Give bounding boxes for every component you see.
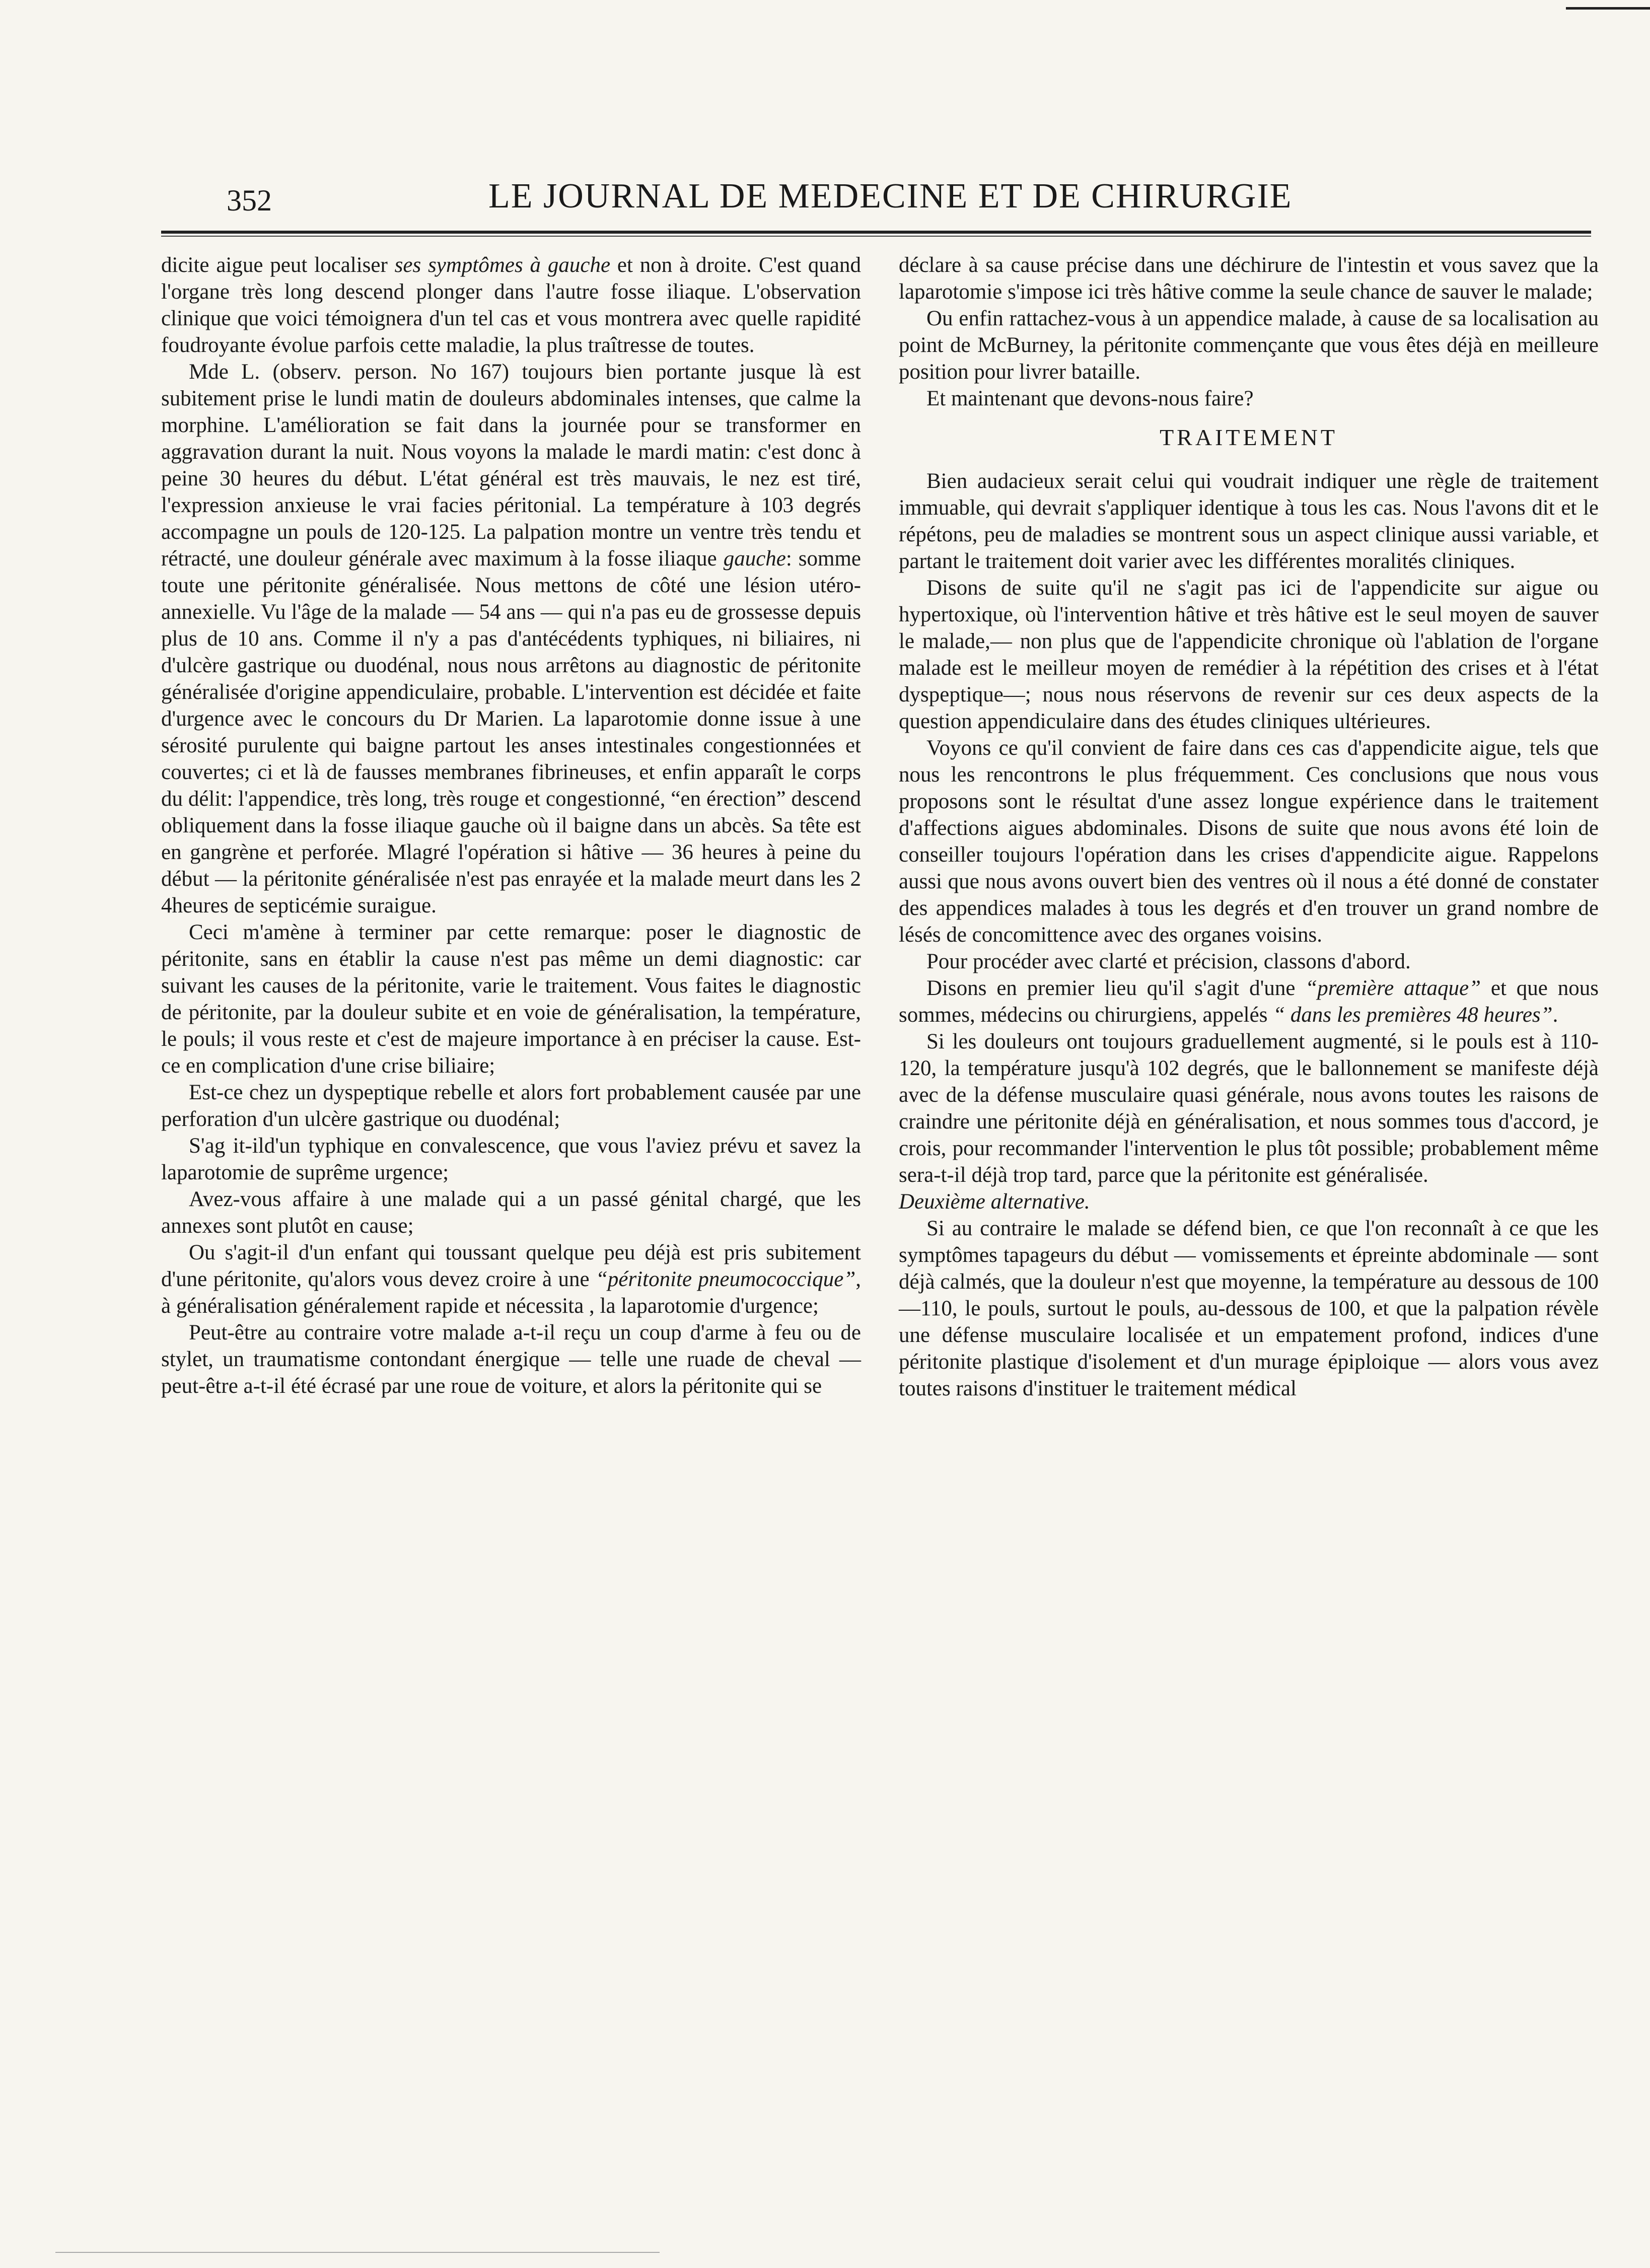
paragraph: Disons en premier lieu qu'il s'agit d'une “première attaque” et que nous sommes, médecins ou chirurgiens, appelés “ dans les premières 48 heures”. <box>899 976 1599 1027</box>
page-number: 352 <box>227 184 272 217</box>
paragraph: Disons de suite qu'il ne s'agit pas ici de l'appendicite sur aigue ou hypertoxique, où l'intervention hâtive et très hâtive est le seul moyen de sauver le malade,— non plus que de l'appendicite chronique où l'ablation de l'organe malade est le meilleur moyen de remédier à la répétition des crises et à l'état dyspeptique—; nous nous réservons de revenir sur ces deux aspects de la question appendiculaire dans des études cliniques ultérieures. <box>899 576 1599 733</box>
paragraph: Pour procéder avec clarté et précision, classons d'abord. <box>926 950 1411 973</box>
header-rule-thin <box>161 236 1591 237</box>
section-title: TRAITEMENT <box>1160 424 1338 450</box>
paragraph: Ou enfin rattachez-vous à un appendice malade, à cause de sa localisation au point de McBurney, la péritonite commençante que vous êtes déjà en meilleure position pour livrer bataille. <box>899 307 1599 384</box>
paragraph: S'ag it-ild'un typhique en convalescence, que vous l'aviez prévu et savez la laparotomie de suprême urgence; <box>161 1134 861 1184</box>
page-header <box>161 176 1591 232</box>
paragraph: Peut-être au contraire votre malade a-t-il reçu un coup d'arme à feu ou de stylet, un traumatisme contondant énergique — telle une ruade de cheval — peut-être a-t-il été écrasé par une roue de voiture, et alors la péritonite qui se <box>161 1321 861 1398</box>
subheading: Deuxième alternative. <box>899 1190 1090 1214</box>
paragraph: Si les douleurs ont toujours graduellement augmenté, si le pouls est à 110-120, la température jusqu'à 102 degrés, que le ballonnement se manifeste déjà avec de la défense musculaire quasi générale, nous avons toutes les raisons de craindre une péritonite déjà en généralisation, et nous sommes tous d'accord, je crois, pour recommander l'intervention le plus tôt possible; probablement même sera-t-il déjà trop tard, parce que la péritonite est généralisée. <box>899 1030 1599 1187</box>
bottom-rule <box>55 2252 660 2253</box>
paragraph: Et maintenant que devons-nous faire? <box>926 387 1254 410</box>
right-column <box>899 252 1599 1402</box>
paragraph: Voyons ce qu'il convient de faire dans ces cas d'appendicite aigue, tels que nous les rencontrons le plus fréquemment. Ces conclusions que nous vous proposons sont le résultat d'une assez longue expérience dans le traitement d'affections aigues abdominales. Disons de suite que nous avons été loin de conseiller toujours l'opération dans les crises d'appendicite aigue. Rappelons aussi que nous avons ouvert bien des ventres où il nous a été donné de constater des appendices malades à tous les degrés et d'en trouver un grand nombre de lésés de concomittence avec des organes voisins. <box>899 736 1599 947</box>
paragraph: Ceci m'amène à terminer par cette remarque: poser le diagnostic de péritonite, sans en établir la cause n'est pas même un demi diagnostic: car suivant les causes de la péritonite, varie le traitement. Vous faites le diagnostic de péritonite, par la douleur subite et en voie de généralisation, la température, le pouls; il vous reste et c'est de majeure importance à en préciser la cause. Est-ce en complication d'une crise biliaire; <box>161 920 861 1078</box>
left-column <box>161 252 861 1399</box>
top-rule <box>1566 7 1650 10</box>
paragraph: Est-ce chez un dyspeptique rebelle et alors fort probablement causée par une perforation d'un ulcère gastrique ou duodénal; <box>161 1081 861 1131</box>
paragraph: déclare à sa cause précise dans une déchirure de l'intestin et vous savez que la laparotomie s'impose ici très hâtive comme la seule chance de sauver le malade; <box>899 253 1599 304</box>
paragraph: Avez-vous affaire à une malade qui a un passé génital chargé, que les annexes sont plutôt en cause; <box>161 1187 861 1238</box>
running-title: LE JOURNAL DE MEDECINE ET DE CHIRURGIE <box>488 177 1293 216</box>
paragraph: Mde L. (observ. person. No 167) toujours bien portante jusque là est subitement prise le lundi matin de douleurs abdominales intenses, que calme la morphine. L'amélioration se fait dans la journée pour se transformer en aggravation durant la nuit. Nous voyons la malade le mardi matin: c'est donc à peine 30 heures du début. L'état général est très mauvais, le nez est tiré, l'expression anxieuse le vrai facies péritonial. La température à 103 degrés accompagne un pouls de 120-125. La palpation montre un ventre très tendu et rétracté, une douleur générale avec maximum à la fosse iliaque gauche: somme toute une péritonite généralisée. Nous mettons de côté une lésion utéro-annexielle. Vu l'âge de la malade — 54 ans — qui n'a pas eu de grossesse depuis plus de 10 ans. Comme il n'y a pas d'antécédents typhiques, ni biliaires, ni d'ulcère gastrique ou duodénal, nous nous arrêtons au diagnostic de péritonite généralisée d'origine appendiculaire, probable. L'intervention est décidée et faite d'urgence avec le concours du Dr Marien. La laparotomie donne issue à une sérosité purulente qui baigne partout les anses intestinales congestionnées et couvertes; ci et là de fausses membranes fibrineuses, et enfin apparaît le corps du délit: l'appendice, très long, très rouge et congestionné, “en érection” descend obliquement dans la fosse iliaque gauche où il baigne dans un abcès. Sa tête est en gangrène et perforée. Mlagré l'opération si hâtive — 36 heures à peine du début — la péritonite généralisée n'est pas enrayée et la malade meurt dans les 2 4heures de septicémie suraigue. <box>161 360 861 917</box>
paragraph: dicite aigue peut localiser ses symptômes à gauche et non à droite. C'est quand l'organe très long descend plonger dans l'autre fosse iliaque. L'observation clinique que voici témoignera d'un tel cas et vous montrera avec quelle rapidité foudroyante évolue parfois cette maladie, la plus traîtresse de toutes. <box>161 253 861 357</box>
paragraph: Si au contraire le malade se défend bien, ce que l'on reconnaît à ce que les symptômes tapageurs du début — vomissements et épreinte abdominale — sont déjà calmés, que la douleur n'est que moyenne, la température au dessous de 100—110, le pouls, surtout le pouls, au-dessous de 100, et que la palpation révèle une défense musculaire localisée et un empatement profond, indices d'une péritonite plastique d'isolement et d'un murage épiploique — alors vous avez toutes raisons d'instituer le traitement médical <box>899 1217 1599 1400</box>
paragraph: Bien audacieux serait celui qui voudrait indiquer une règle de traitement immuable, qui devrait s'appliquer identique à tous les cas. Nous l'avons dit et le répétons, peu de maladies se montrent sous un aspect clinique aussi variable, et partant le traitement doit varier avec les différentes moralités cliniques. <box>899 469 1599 573</box>
header-rule <box>161 231 1591 234</box>
paragraph: Ou s'agit-il d'un enfant qui toussant quelque peu déjà est pris subitement d'une péritonite, qu'alors vous devez croire à une “péritonite pneumococcique”, à généralisation généralement rapide et nécessita , la laparotomie d'urgence; <box>161 1241 861 1318</box>
